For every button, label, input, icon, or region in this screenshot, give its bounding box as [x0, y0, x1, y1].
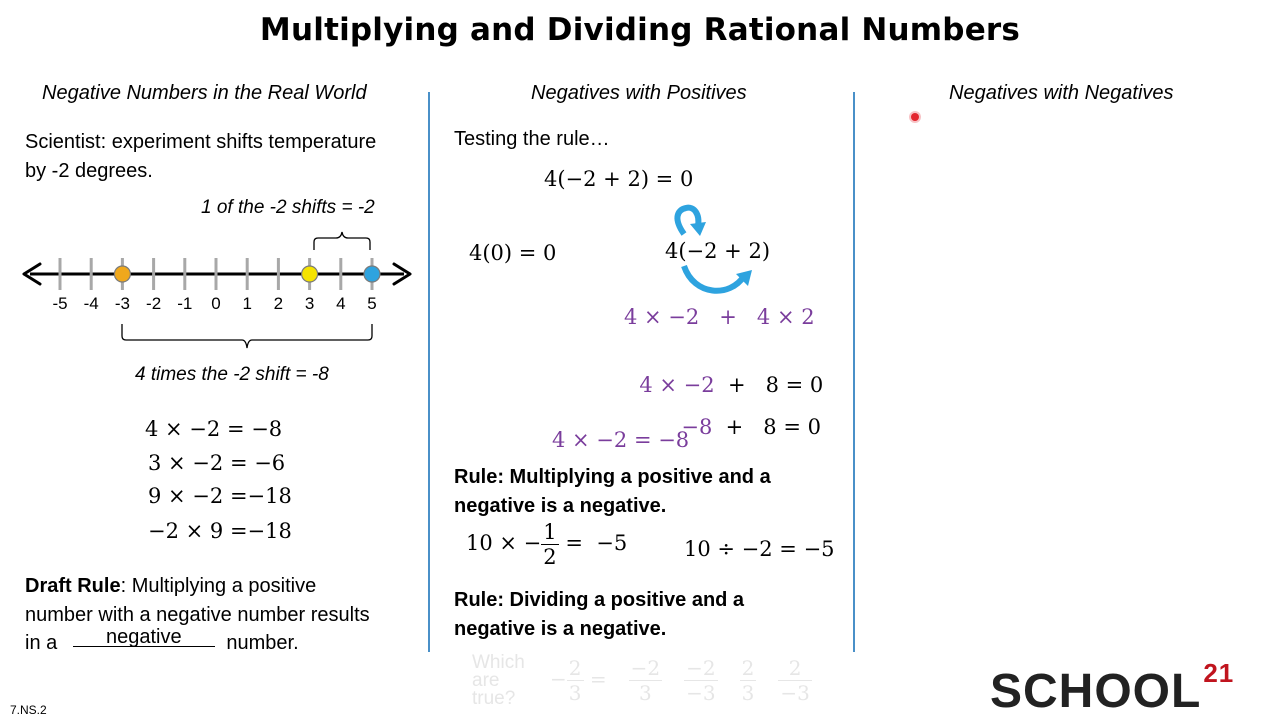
example-multiply-fraction — [466, 520, 627, 569]
faded-question: Which are true? — [472, 652, 525, 709]
faded-fraction: $\frac{2}{3}$ — [741, 656, 755, 705]
tick-label: -5 — [52, 294, 68, 313]
rule-2-text-b: negative is a negative. — [454, 618, 667, 640]
faded-fractions — [550, 656, 834, 705]
step-result: 4 × −2 = −8 — [552, 428, 690, 452]
tick-label: -3 — [114, 294, 130, 313]
tick-label: -2 — [146, 294, 162, 313]
point-5 — [364, 266, 380, 282]
testing-rule-text: Testing the rule… — [454, 128, 610, 150]
logo-superscript: 21 — [1203, 658, 1235, 688]
brace-top — [314, 232, 370, 250]
brace-bottom — [122, 324, 372, 348]
draft-rule-text-3b: number. — [226, 632, 299, 654]
faded-preview — [472, 654, 872, 720]
number-line-labels — [0, 294, 430, 316]
example-1-left: 10 × − — [466, 531, 542, 555]
faded-fraction: $\frac{2}{-3}$ — [780, 656, 810, 705]
tick-label: 0 — [211, 294, 221, 313]
scenario-line-1: Scientist: experiment shifts temperature — [25, 131, 377, 153]
example-1-right: = −5 — [565, 531, 628, 555]
draft-rule-text-3a: in a — [25, 632, 58, 654]
draft-rule-line-3 — [25, 626, 299, 655]
step-3-product: −8 — [681, 415, 713, 439]
step-2-product: 4 × −2 — [639, 373, 715, 397]
step-1: 4 × −2 + 4 × 2 — [624, 305, 815, 329]
pointer-cursor-icon — [911, 113, 919, 121]
step-3 — [668, 391, 821, 439]
equation-distributive-top: 4(−2 + 2) = 0 — [544, 167, 694, 191]
col1-heading: Negative Numbers in the Real World — [42, 82, 367, 104]
standard-code: 7.NS.2 — [10, 703, 47, 717]
tick-label: 3 — [304, 294, 315, 313]
tick-label: 2 — [273, 294, 284, 313]
equation-2: 3 × −2 = −6 — [148, 451, 286, 475]
draft-rule-blank: negative — [73, 628, 215, 647]
scenario-line-2: by -2 degrees. — [25, 160, 153, 182]
point--3 — [114, 266, 130, 282]
equation-3: 9 × −2 =−18 — [148, 484, 292, 508]
rule-1-label: Rule — [454, 466, 498, 488]
step-2-rest: + 8 = 0 — [714, 373, 824, 397]
point-3 — [302, 266, 318, 282]
school21-logo — [990, 658, 1235, 719]
tick-label: 5 — [367, 294, 377, 313]
annotation-four-shifts: 4 times the -2 shift = -8 — [135, 364, 329, 385]
rule-1-text-a: : Multiplying a positive and a — [497, 466, 771, 488]
number-line — [0, 220, 430, 360]
draft-rule-line-1 — [25, 575, 316, 598]
equation-distribute: 4(−2 + 2) — [665, 239, 771, 263]
page-title: Multiplying and Dividing Rational Numbers — [259, 12, 1021, 48]
faded-fraction: $\frac{-2}{-3}$ — [686, 656, 716, 705]
tick-label: -4 — [83, 294, 99, 313]
tick-label: -1 — [177, 294, 193, 313]
rule-1 — [454, 463, 771, 521]
fraction-half-numerator: 1 — [543, 520, 557, 544]
col2-heading: Negatives with Positives — [531, 82, 747, 104]
annotation-one-shift: 1 of the -2 shifts = -2 — [201, 197, 375, 218]
curved-arrow-right-icon — [684, 266, 744, 291]
draft-rule-line-2: number with a negative number results — [25, 604, 370, 626]
logo-text: SCHOOL — [990, 665, 1202, 718]
step-3-rest: + 8 = 0 — [712, 415, 821, 439]
step-2 — [626, 349, 823, 397]
rule-2 — [454, 586, 744, 644]
fraction-half-denominator: 2 — [543, 545, 557, 569]
equation-1: 4 × −2 = −8 — [145, 417, 283, 441]
column-divider-right — [853, 92, 855, 652]
example-divide: 10 ÷ −2 = −5 — [684, 537, 835, 561]
faded-fraction: − $\frac{2}{3}$ = — [550, 656, 607, 705]
rule-2-label: Rule — [454, 589, 498, 611]
col3-heading: Negatives with Negatives — [949, 82, 1174, 104]
fraction-half — [541, 520, 558, 569]
rule-2-text-a: : Dividing a positive and a — [497, 589, 745, 611]
column-divider-left — [428, 92, 430, 652]
faded-fraction: $\frac{-2}{3}$ — [630, 656, 661, 705]
rule-1-text-b: negative is a negative. — [454, 495, 667, 517]
equation-4: −2 × 9 =−18 — [148, 519, 292, 543]
tick-label: 1 — [242, 294, 252, 313]
draft-rule-text-1: : Multiplying a positive — [120, 575, 317, 597]
equation-four-zero: 4(0) = 0 — [469, 241, 557, 265]
draft-rule-label: Draft Rule — [25, 575, 121, 597]
tick-label: 4 — [336, 294, 346, 313]
